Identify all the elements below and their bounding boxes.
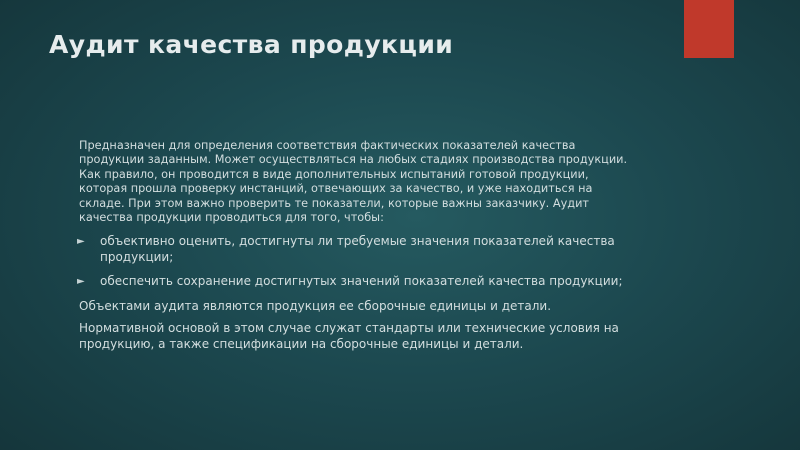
objects-paragraph: Объектами аудита являются продукция ее сборочные единицы и детали. xyxy=(79,298,552,313)
slide-title: Аудит качества продукции xyxy=(49,30,454,59)
accent-bar xyxy=(684,0,734,58)
slide-content xyxy=(79,139,639,359)
arrow-right-icon: ► xyxy=(77,276,85,288)
bullet-item xyxy=(79,274,639,290)
bullet-text: обеспечить сохранение достигнутых значений показателей качества продукции; xyxy=(100,274,623,289)
intro-paragraph: Предназначен для определения соответствия фактических показателей качества продукции заданным. Может осуществляться на любых стадиях производства продукции. Как правило, он проводится в виде дополнительных испытаний готовой продукции, которая прошла проверку инстанций, отвечающих за качество, и уже находиться на складе. При этом важно проверить те показатели, которые важны заказчику. Аудит качества продукции проводиться для того, чтобы: xyxy=(79,139,628,225)
bullet-text: объективно оценить, достигнуты ли требуемые значения показателей качества продукции; xyxy=(100,234,615,264)
normative-paragraph: Нормативной основой в этом случае служат стандарты или технические условия на продукцию, а также спецификации на сборочные единицы и детали. xyxy=(79,321,619,351)
arrow-right-icon: ► xyxy=(77,236,85,248)
bullet-item xyxy=(79,234,639,265)
